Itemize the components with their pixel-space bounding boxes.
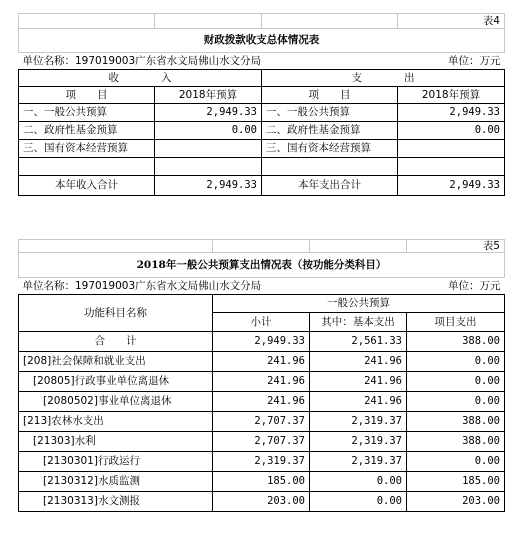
table4	[18, 13, 505, 196]
table4-title: 财政拨款收支总体情况表	[19, 29, 505, 53]
func-name: [2080502]事业单位离退休	[19, 392, 213, 412]
func-name: [21303]水利	[19, 432, 213, 452]
table-row	[19, 432, 505, 452]
total-expense-value: 2,949.33	[398, 176, 505, 196]
basic-value: 0.00	[310, 472, 407, 492]
subtotal-value: 2,707.37	[213, 412, 310, 432]
total-income-value: 2,949.33	[155, 176, 262, 196]
income-value: 0.00	[155, 122, 262, 140]
basic-value: 241.96	[310, 392, 407, 412]
project-value: 0.00	[407, 352, 505, 372]
total-expense-label: 本年支出合计	[262, 176, 398, 196]
table4-col-item: 项 目	[262, 87, 398, 104]
basic-value: 2,319.37	[310, 412, 407, 432]
subtotal-value: 203.00	[213, 492, 310, 512]
table-row	[19, 472, 505, 492]
project-value: 203.00	[407, 492, 505, 512]
table4-col-item: 项 目	[19, 87, 155, 104]
expense-value	[398, 158, 505, 176]
func-name: 合 计	[19, 332, 213, 352]
basic-value: 241.96	[310, 352, 407, 372]
table5-col-project: 项目支出	[407, 313, 505, 332]
expense-item: 二、政府性基金预算	[262, 122, 398, 140]
subtotal-value: 2,707.37	[213, 432, 310, 452]
basic-value: 0.00	[310, 492, 407, 512]
basic-value: 2,319.37	[310, 452, 407, 472]
income-item: 一、一般公共预算	[19, 104, 155, 122]
project-value: 185.00	[407, 472, 505, 492]
expense-value: 2,949.33	[398, 104, 505, 122]
basic-value: 2,319.37	[310, 432, 407, 452]
expense-item: 一、一般公共预算	[262, 104, 398, 122]
table5-title: 2018年一般公共预算支出情况表（按功能分类科目）	[19, 253, 505, 278]
table-row	[19, 140, 505, 158]
basic-value: 2,561.33	[310, 332, 407, 352]
func-name: [208]社会保障和就业支出	[19, 352, 213, 372]
subtotal-value: 241.96	[213, 372, 310, 392]
project-value: 0.00	[407, 392, 505, 412]
income-item: 二、政府性基金预算	[19, 122, 155, 140]
subtotal-value: 2,949.33	[213, 332, 310, 352]
table4-tag: 表4	[398, 14, 505, 29]
table5-unit-label: 单位名称：197019003广东省水文局佛山水文分局	[19, 278, 407, 295]
subtotal-value: 241.96	[213, 352, 310, 372]
table5	[18, 239, 505, 512]
table-row	[19, 158, 505, 176]
table-row	[19, 372, 505, 392]
table-row	[19, 412, 505, 432]
subtotal-value: 241.96	[213, 392, 310, 412]
table-row-total	[19, 176, 505, 196]
subtotal-value: 2,319.37	[213, 452, 310, 472]
table4-unit-label: 单位名称：197019003广东省水文局佛山水文分局	[19, 53, 398, 70]
basic-value: 241.96	[310, 372, 407, 392]
table-row	[19, 122, 505, 140]
project-value: 388.00	[407, 332, 505, 352]
func-name: [2130312]水质监测	[19, 472, 213, 492]
project-value: 388.00	[407, 412, 505, 432]
subtotal-value: 185.00	[213, 472, 310, 492]
func-name: [2130301]行政运行	[19, 452, 213, 472]
project-value: 388.00	[407, 432, 505, 452]
func-name: [2130313]水文测报	[19, 492, 213, 512]
func-name: [213]农林水支出	[19, 412, 213, 432]
table5-col-func: 功能科目名称	[19, 295, 213, 332]
income-item	[19, 158, 155, 176]
table-row	[19, 104, 505, 122]
table5-col-subtotal: 小计	[213, 313, 310, 332]
expense-item	[262, 158, 398, 176]
income-value	[155, 140, 262, 158]
func-name: [20805]行政事业单位离退休	[19, 372, 213, 392]
table4-unit-right: 单位：万元	[398, 53, 505, 70]
table4-income-header: 收 入	[19, 70, 262, 87]
table-row	[19, 392, 505, 412]
table5-col-basic: 其中：基本支出	[310, 313, 407, 332]
expense-value	[398, 140, 505, 158]
expense-item: 三、国有资本经营预算	[262, 140, 398, 158]
table-row	[19, 492, 505, 512]
table4-col-budget: 2018年预算	[398, 87, 505, 104]
income-value	[155, 158, 262, 176]
table4-col-budget: 2018年预算	[155, 87, 262, 104]
expense-value: 0.00	[398, 122, 505, 140]
income-value: 2,949.33	[155, 104, 262, 122]
table-row	[19, 352, 505, 372]
table-row	[19, 452, 505, 472]
table5-tag: 表5	[407, 240, 505, 253]
income-item: 三、国有资本经营预算	[19, 140, 155, 158]
total-income-label: 本年收入合计	[19, 176, 155, 196]
table5-col-group: 一般公共预算	[213, 295, 505, 313]
table5-unit-right: 单位：万元	[407, 278, 505, 295]
table-row	[19, 332, 505, 352]
project-value: 0.00	[407, 452, 505, 472]
project-value: 0.00	[407, 372, 505, 392]
table4-expense-header: 支 出	[262, 70, 505, 87]
